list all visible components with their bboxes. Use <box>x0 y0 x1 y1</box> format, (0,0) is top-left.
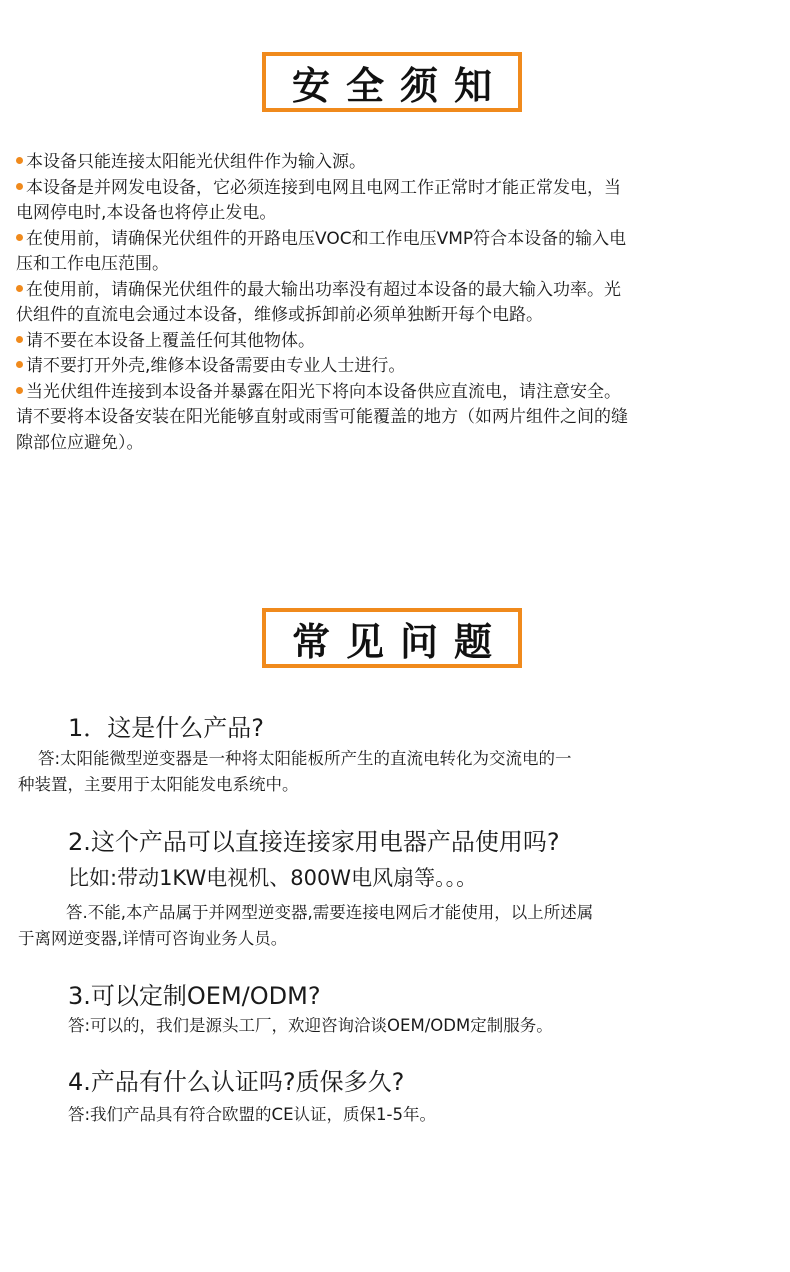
bullet-icon <box>16 157 23 164</box>
safety-line-10: 当光伏组件连接到本设备并暴露在阳光下将向本设备供应直流电，请注意安全。 <box>16 380 776 406</box>
faq-question-4: 4.产品有什么认证吗?质保多久? <box>68 1068 405 1096</box>
bullet-icon <box>16 361 23 368</box>
faq-question-2: 2.这个产品可以直接连接家用电器产品使用吗? <box>68 828 560 856</box>
faq-answer-2-line-1: 答.不能,本产品属于并网型逆变器,需要连接电网后才能使用，以上所述属 <box>66 903 594 922</box>
bullet-icon <box>16 234 23 241</box>
safety-line-7: 伏组件的直流电会通过本设备，维修或拆卸前必须单独断开每个电路。 <box>16 305 543 325</box>
faq-title: 常见问题 <box>262 608 522 668</box>
faq-answer-2-line-2: 于离网逆变器,详情可咨询业务人员。 <box>18 929 288 948</box>
safety-line-2: 本设备是并网发电设备，它必须连接到电网且电网工作正常时才能正常发电，当 <box>16 176 776 202</box>
bullet-icon <box>16 336 23 343</box>
bullet-icon <box>16 183 23 190</box>
safety-list <box>16 150 776 456</box>
safety-line-9: 请不要打开外壳,维修本设备需要由专业人士进行。 <box>16 354 776 380</box>
safety-line-6: 在使用前，请确保光伏组件的最大输出功率没有超过本设备的最大输入功率。光 <box>16 278 776 304</box>
faq-question-2-sub: 比如:带动1KW电视机、800W电风扇等。。。 <box>68 866 478 890</box>
bullet-icon <box>16 387 23 394</box>
faq-answer-1-line-2: 种装置，主要用于太阳能发电系统中。 <box>18 775 299 794</box>
safety-line-8: 请不要在本设备上覆盖任何其他物体。 <box>16 329 776 355</box>
safety-line-3: 电网停电时,本设备也将停止发电。 <box>16 203 277 223</box>
bullet-icon <box>16 285 23 292</box>
safety-title: 安全须知 <box>262 52 522 112</box>
safety-line-11: 请不要将本设备安装在阳光能够直射或雨雪可能覆盖的地方（如两片组件之间的缝 <box>16 407 628 427</box>
safety-line-12: 隙部位应避免）。 <box>16 432 144 453</box>
safety-line-4: 在使用前，请确保光伏组件的开路电压VOC和工作电压VMP符合本设备的输入电 <box>16 227 776 253</box>
faq-question-3: 3.可以定制OEM/ODM? <box>68 982 321 1010</box>
faq-answer-4: 答:我们产品具有符合欧盟的CE认证，质保1-5年。 <box>68 1105 436 1124</box>
faq-answer-1-line-1: 答:太阳能微型逆变器是一种将太阳能板所产生的直流电转化为交流电的一 <box>38 749 572 768</box>
safety-line-5: 压和工作电压范围。 <box>16 254 169 274</box>
safety-line-1: 本设备只能连接太阳能光伏组件作为输入源。 <box>16 150 776 176</box>
faq-question-1: 1．这是什么产品? <box>68 714 265 742</box>
faq-answer-3: 答:可以的，我们是源头工厂，欢迎咨询洽谈OEM/ODM定制服务。 <box>68 1016 553 1035</box>
